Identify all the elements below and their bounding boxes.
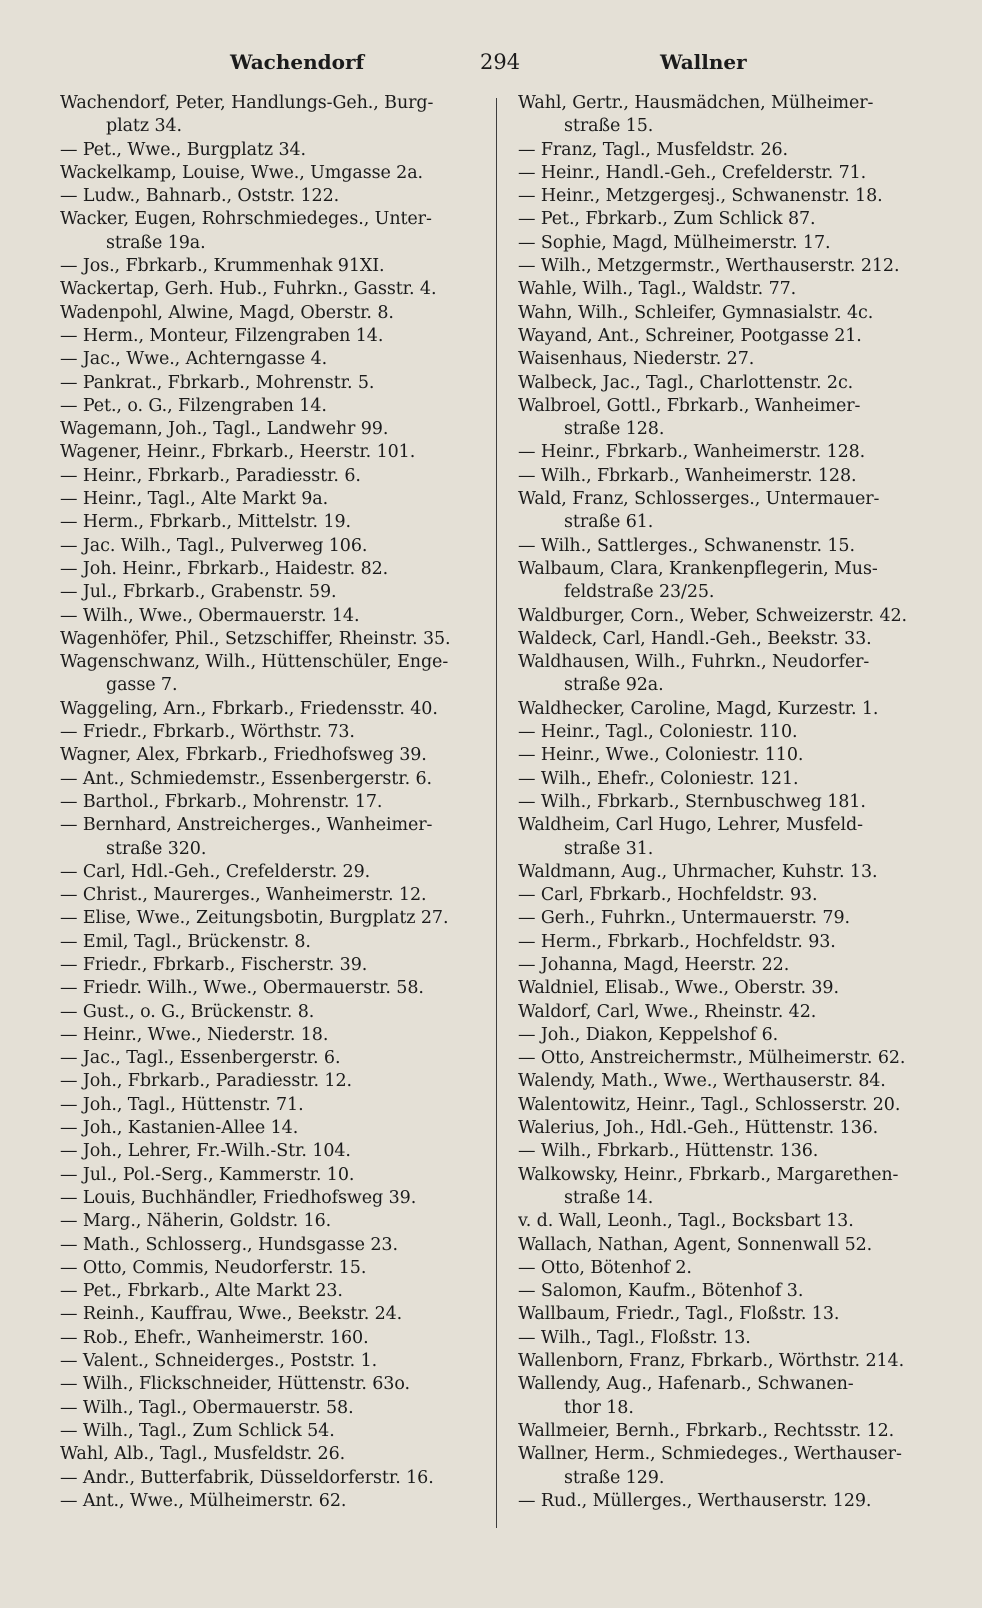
directory-entry-line: Wagener, Heinr., Fbrkarb., Heerstr. 101. (60, 442, 416, 463)
directory-entry-line: Wallendy, Aug., Hafenarb., Schwanen- (518, 1374, 854, 1395)
directory-entry-line: — Math., Schlosserg., Hundsgasse 23. (60, 1234, 398, 1255)
directory-entry-line: — Heinr., Tagl., Coloniestr. 110. (518, 722, 798, 743)
directory-entry-line: Waldhausen, Wilh., Fuhrkn., Neudorfer- (518, 652, 870, 673)
directory-entry-line: — Jos., Fbrkarb., Krummenhak 91XI. (60, 256, 385, 277)
directory-entry-line: — Jul., Pol.-Serg., Kammerstr. 10. (60, 1164, 355, 1185)
directory-entry-line: straße 92a. (564, 675, 664, 696)
directory-entry-line: Wagenhöfer, Phil., Setzschiffer, Rheinstr. 35. (60, 628, 451, 649)
directory-entry-line: Wahn, Wilh., Schleifer, Gymnasialstr. 4c. (518, 302, 874, 323)
directory-entry-line: — Marg., Näherin, Goldstr. 16. (60, 1211, 332, 1232)
directory-entry-line: — Wilh., Tagl., Obermauerstr. 58. (60, 1397, 354, 1418)
directory-entry-line: Wahle, Wilh., Tagl., Waldstr. 77. (518, 279, 797, 300)
directory-entry-line: Wallner, Herm., Schmiedeges., Werthauser- (518, 1444, 902, 1465)
directory-entry-line: — Wilh., Tagl., Zum Schlick 54. (60, 1420, 335, 1441)
header-first-entry: Wachendorf (230, 50, 365, 74)
directory-entry-line: — Barthol., Fbrkarb., Mohrenstr. 17. (60, 791, 383, 812)
directory-entry-line: — Wilh., Wwe., Obermauerstr. 14. (60, 605, 360, 626)
directory-entry-line: — Jac., Wwe., Achterngasse 4. (60, 349, 328, 370)
directory-entry-line: Waisenhaus, Niederstr. 27. (518, 349, 755, 370)
directory-entry-line: — Wilh., Flickschneider, Hüttenstr. 63o. (60, 1374, 410, 1395)
directory-entry-line: — Joh., Fbrkarb., Paradiesstr. 12. (60, 1071, 352, 1092)
directory-entry-line: — Louis, Buchhändler, Friedhofsweg 39. (60, 1187, 417, 1208)
directory-entry-line: straße 129. (564, 1467, 665, 1488)
directory-entry-line: Walkowsky, Heinr., Fbrkarb., Margarethen- (518, 1164, 899, 1185)
directory-entry-line: — Wilh., Fbrkarb., Wanheimerstr. 128. (518, 465, 857, 486)
directory-entry-line: — Wilh., Tagl., Floßstr. 13. (518, 1327, 751, 1348)
directory-entry-line: Wald, Franz, Schlosserges., Untermauer- (518, 489, 880, 510)
header-last-entry: Wallner (660, 50, 747, 74)
directory-entry-line: Wachendorf, Peter, Handlungs-Geh., Burg- (60, 93, 434, 113)
directory-entry-line: Wagenschwanz, Wilh., Hüttenschüler, Enge- (60, 652, 449, 673)
directory-entry-line: — Wilh., Metzgermstr., Werthauserstr. 212. (518, 256, 900, 277)
directory-entry-line: — Friedr. Wilh., Wwe., Obermauerstr. 58. (60, 978, 424, 999)
directory-entry-line: Wackertap, Gerh. Hub., Fuhrkn., Gasstr. 4. (60, 279, 437, 300)
directory-entry-line: — Joh., Lehrer, Fr.-Wilh.-Str. 104. (60, 1141, 351, 1162)
directory-entry-line: — Carl, Fbrkarb., Hochfeldstr. 93. (518, 885, 818, 906)
directory-entry-line: Wacker, Eugen, Rohrschmiedeges., Unter- (60, 209, 432, 230)
directory-entry-line: — Otto, Commis, Neudorferstr. 15. (60, 1257, 367, 1278)
directory-entry-line: — Emil, Tagl., Brückenstr. 8. (60, 931, 311, 952)
directory-entry-line: — Wilh., Fbrkarb., Sternbuschweg 181. (518, 791, 866, 812)
directory-entry-line: — Heinr., Metzgergesj., Schwanenstr. 18. (518, 186, 883, 207)
directory-entry-line: straße 128. (564, 419, 665, 440)
directory-entry-line: Wahl, Gertr., Hausmädchen, Mülheimer- (518, 93, 874, 113)
directory-entry-line: — Pet., Wwe., Burgplatz 34. (60, 139, 307, 160)
directory-entry-line: — Wilh., Ehefr., Coloniestr. 121. (518, 768, 799, 789)
directory-entry-line: Walbeck, Jac., Tagl., Charlottenstr. 2c. (518, 372, 854, 393)
directory-entry-line: Wallenborn, Franz, Fbrkarb., Wörthstr. 214. (518, 1351, 905, 1372)
directory-entry-line: — Friedr., Fbrkarb., Wörthstr. 73. (60, 722, 355, 743)
directory-entry-line: — Ludw., Bahnarb., Oststr. 122. (60, 186, 340, 207)
directory-entry-line: Waldmann, Aug., Uhrmacher, Kuhstr. 13. (518, 861, 878, 882)
directory-entry-line: — Herm., Monteur, Filzengraben 14. (60, 325, 384, 346)
directory-entry-line: — Joh., Diakon, Keppelshof 6. (518, 1024, 779, 1045)
directory-entry-line: — Joh., Tagl., Hüttenstr. 71. (60, 1094, 304, 1115)
directory-entry-line: — Wilh., Fbrkarb., Hüttenstr. 136. (518, 1141, 819, 1162)
directory-entry-line: thor 18. (564, 1397, 634, 1418)
directory-entry-line: Wahl, Alb., Tagl., Musfeldstr. 26. (60, 1444, 346, 1465)
directory-entry-line: feldstraße 23/25. (564, 582, 715, 603)
directory-entry-line: — Pet., o. G., Filzengraben 14. (60, 395, 327, 416)
directory-entry-line: — Herm., Fbrkarb., Mittelstr. 19. (60, 512, 351, 533)
right-column (518, 92, 950, 1513)
directory-entry-line: — Heinr., Handl.-Geh., Crefelderstr. 71. (518, 162, 867, 183)
directory-entry-line: — Otto, Bötenhof 2. (518, 1257, 692, 1278)
directory-entry-line: — Carl, Hdl.-Geh., Crefelderstr. 29. (60, 861, 371, 882)
directory-entry-line: — Jul., Fbrkarb., Grabenstr. 59. (60, 582, 337, 603)
directory-entry-line: — Heinr., Wwe., Coloniestr. 110. (518, 745, 804, 766)
directory-entry-line: Waldhecker, Caroline, Magd, Kurzestr. 1. (518, 698, 879, 719)
directory-entry-line: — Joh., Kastanien-Allee 14. (60, 1118, 299, 1139)
directory-entry-line: Walerius, Joh., Hdl.-Geh., Hüttenstr. 136. (518, 1118, 879, 1139)
directory-entry-line: — Salomon, Kaufm., Bötenhof 3. (518, 1281, 804, 1302)
directory-entry-line: — Gerh., Fuhrkn., Untermauerstr. 79. (518, 908, 850, 929)
directory-entry-line: — Heinr., Fbrkarb., Paradiesstr. 6. (60, 465, 361, 486)
directory-entry-line: — Sophie, Magd, Mülheimerstr. 17. (518, 232, 831, 253)
directory-entry-line: — Elise, Wwe., Zeitungsbotin, Burgplatz 27. (60, 908, 449, 929)
directory-entry-line: Waldniel, Elisab., Wwe., Oberstr. 39. (518, 978, 839, 999)
directory-entry-line: — Rud., Müllerges., Werthauserstr. 129. (518, 1490, 872, 1511)
directory-entry-line: Walbaum, Clara, Krankenpflegerin, Mus- (518, 558, 878, 579)
directory-entry-line: — Jac., Tagl., Essenbergerstr. 6. (60, 1048, 341, 1069)
directory-entry-line: — Pankrat., Fbrkarb., Mohrenstr. 5. (60, 372, 375, 393)
directory-entry-line: Wackelkamp, Louise, Wwe., Umgasse 2a. (60, 162, 424, 183)
left-column (60, 92, 486, 1513)
directory-entry-line: — Andr., Butterfabrik, Düsseldorferstr. 16. (60, 1467, 434, 1488)
directory-entry-line: — Reinh., Kauffrau, Wwe., Beekstr. 24. (60, 1304, 403, 1325)
directory-entry-line: — Otto, Anstreichermstr., Mülheimerstr. 62. (518, 1048, 906, 1069)
directory-entry-line: Waldheim, Carl Hugo, Lehrer, Musfeld- (518, 815, 863, 836)
directory-entry-line: Waldorf, Carl, Wwe., Rheinstr. 42. (518, 1001, 817, 1022)
directory-entry-line: straße 320. (106, 838, 207, 859)
directory-entry-line: Waldeck, Carl, Handl.-Geh., Beekstr. 33. (518, 628, 872, 649)
directory-entry-line: — Johanna, Magd, Heerstr. 22. (518, 954, 790, 975)
directory-entry-line: — Joh. Heinr., Fbrkarb., Haidestr. 82. (60, 558, 389, 579)
directory-entry-line: — Bernhard, Anstreicherges., Wanheimer- (60, 815, 433, 836)
directory-entry-line: — Herm., Fbrkarb., Hochfeldstr. 93. (518, 931, 836, 952)
directory-entry-line: straße 19a. (106, 232, 206, 253)
directory-entry-line: — Heinr., Tagl., Alte Markt 9a. (60, 489, 329, 510)
directory-entry-line: straße 31. (564, 838, 654, 859)
directory-entry-line: Wallmeier, Bernh., Fbrkarb., Rechtsstr. 12. (518, 1420, 895, 1441)
directory-entry-line: — Franz, Tagl., Musfeldstr. 26. (518, 139, 788, 160)
directory-entry-line: — Heinr., Wwe., Niederstr. 18. (60, 1024, 329, 1045)
directory-entry-line: — Pet., Fbrkarb., Alte Markt 23. (60, 1281, 343, 1302)
page-header (60, 44, 952, 80)
directory-entry-line: Wagemann, Joh., Tagl., Landwehr 99. (60, 419, 389, 440)
directory-entry-line: — Ant., Schmiedemstr., Essenbergerstr. 6. (60, 768, 432, 789)
directory-entry-line: — Gust., o. G., Brückenstr. 8. (60, 1001, 315, 1022)
directory-entry-line: platz 34. (106, 116, 182, 137)
directory-entry-line: Waggeling, Arn., Fbrkarb., Friedensstr. 40. (60, 698, 438, 719)
directory-entry-line: — Heinr., Fbrkarb., Wanheimerstr. 128. (518, 442, 866, 463)
directory-entry-line: Wayand, Ant., Schreiner, Pootgasse 21. (518, 325, 862, 346)
directory-entry-line: — Ant., Wwe., Mülheimerstr. 62. (60, 1490, 347, 1511)
directory-entry-line: Walbroel, Gottl., Fbrkarb., Wanheimer- (518, 395, 861, 416)
directory-entry-line: — Wilh., Sattlerges., Schwanenstr. 15. (518, 535, 855, 556)
directory-entry-line: — Friedr., Fbrkarb., Fischerstr. 39. (60, 954, 368, 975)
directory-entry-line: straße 14. (564, 1187, 654, 1208)
directory-entry-line: gasse 7. (106, 675, 178, 696)
directory-entry-line: Wadenpohl, Alwine, Magd, Oberstr. 8. (60, 302, 394, 323)
directory-entry-line: straße 15. (564, 116, 654, 137)
directory-entry-line: Walentowitz, Heinr., Tagl., Schlosserstr. 20. (518, 1094, 901, 1115)
directory-entry-line: Wallbaum, Friedr., Tagl., Floßstr. 13. (518, 1304, 840, 1325)
directory-entry-line: — Jac. Wilh., Tagl., Pulverweg 106. (60, 535, 368, 556)
directory-entry-line: — Rob., Ehefr., Wanheimerstr. 160. (60, 1327, 369, 1348)
directory-entry-line: Walendy, Math., Wwe., Werthauserstr. 84. (518, 1071, 886, 1092)
directory-entry-line: — Pet., Fbrkarb., Zum Schlick 87. (518, 209, 816, 230)
directory-entry-line: v. d. Wall, Leonh., Tagl., Bocksbart 13. (518, 1211, 854, 1232)
directory-entry-line: Wallach, Nathan, Agent, Sonnenwall 52. (518, 1234, 873, 1255)
directory-entry-line: straße 61. (564, 512, 654, 533)
column-divider (496, 98, 497, 1528)
directory-entry-line: Waldburger, Corn., Weber, Schweizerstr. 42. (518, 605, 908, 626)
page-number: 294 (480, 50, 521, 74)
directory-entry-line: Wagner, Alex, Fbrkarb., Friedhofsweg 39. (60, 745, 427, 766)
directory-entry-line: — Christ., Maurerges., Wanheimerstr. 12. (60, 885, 427, 906)
directory-entry-line: — Valent., Schneiderges., Poststr. 1. (60, 1351, 378, 1372)
